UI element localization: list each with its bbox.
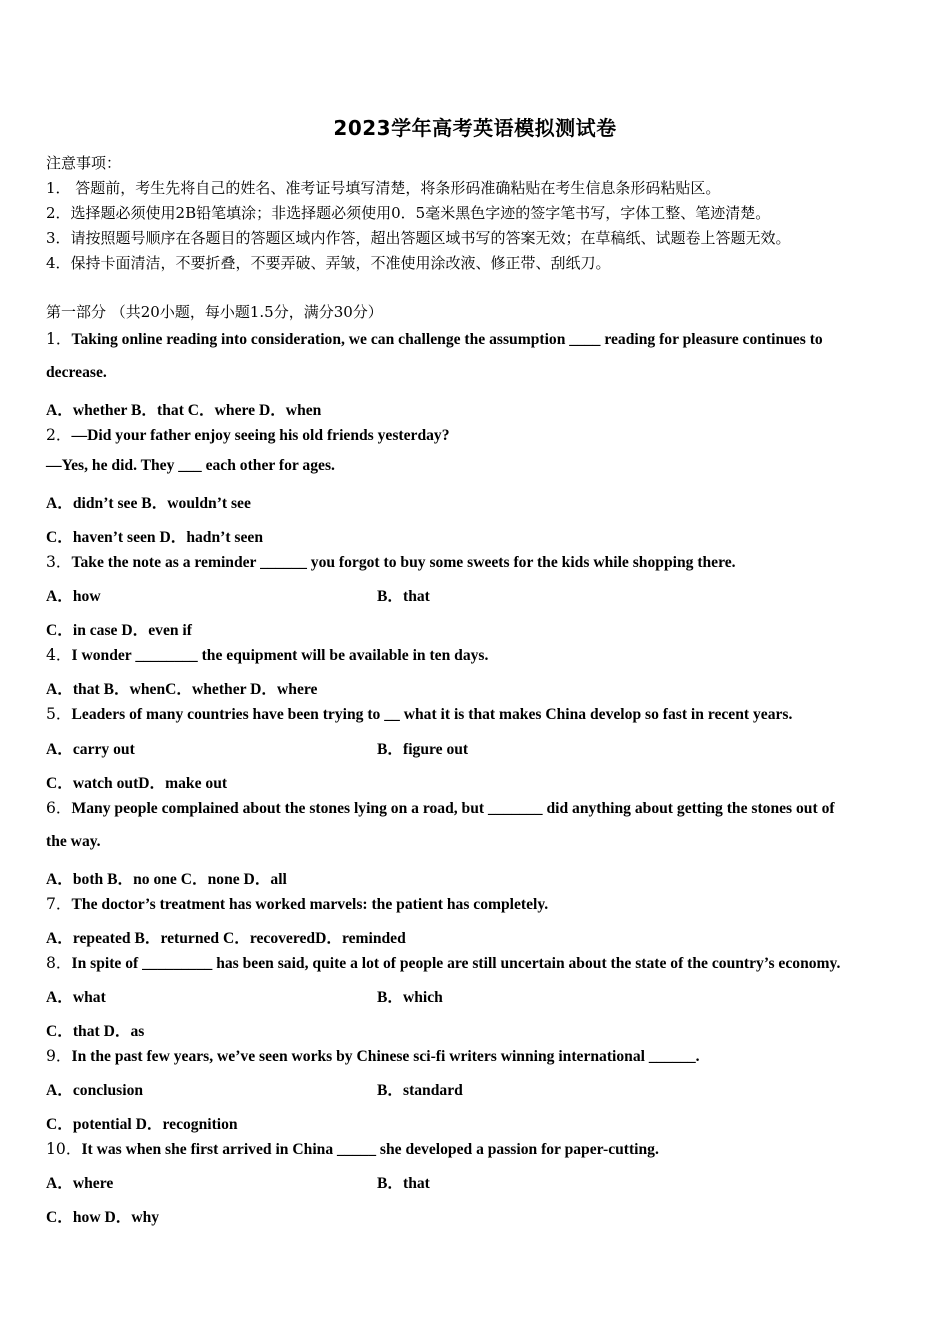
- notice-item: 4．保持卡面清洁，不要折叠，不要弄破、弄皱，不准使用涂改液、修正带、刮纸刀。: [46, 254, 611, 272]
- question-6: [46, 796, 835, 818]
- question-number: 10．: [46, 1140, 82, 1158]
- question-number: 3．: [46, 553, 72, 571]
- option-a: A．where: [46, 1175, 114, 1192]
- question-7: [46, 892, 548, 914]
- question-text: I wonder ________ the equipment will be available in ten days.: [71, 647, 489, 664]
- notice-item: 3．请按照题号顺序在各题目的答题区域内作答，超出答题区域书写的答案无效；在草稿纸、试题卷上答题无效。: [46, 229, 791, 247]
- question-text-cont: decrease.: [46, 364, 107, 381]
- option-a: A．carry out: [46, 741, 135, 758]
- question-3: [46, 550, 736, 572]
- page-title: 2023学年高考英语模拟测试卷: [333, 116, 617, 140]
- question-text: Take the note as a reminder ______ you forgot to buy some sweets for the kids while shopping there.: [71, 554, 736, 571]
- question-2: [46, 423, 450, 445]
- notice-item: 1． 答题前，考生先将自己的姓名、准考证号填写清楚，将条形码准确粘贴在考生信息条形码粘贴区。: [46, 179, 721, 197]
- question-text: Many people complained about the stones lying on a road, but _______ did anything about getting the stones out of: [71, 800, 835, 817]
- question-number: 1．: [46, 330, 72, 348]
- question-text: The doctor’s treatment has worked marvels: the patient has completely.: [71, 896, 549, 913]
- question-options: C．potential D．recognition: [46, 1116, 238, 1133]
- question-options: A．whether B．that C．where D．when: [46, 402, 322, 419]
- question-options: C．how D．why: [46, 1209, 160, 1226]
- question-options: A．that B．whenC．whether D．where: [46, 681, 318, 698]
- option-b: B．that: [377, 588, 430, 605]
- question-text: It was when she first arrived in China _____ she developed a passion for paper-cutting.: [81, 1141, 659, 1158]
- option-a: A．how: [46, 588, 101, 605]
- option-b: B．standard: [377, 1082, 463, 1099]
- question-9: [46, 1044, 700, 1066]
- option-b: B．that: [377, 1175, 430, 1192]
- question-number: 5．: [46, 705, 72, 723]
- notice-item: 2．选择题必须使用2B铅笔填涂；非选择题必须使用0．5毫米黑色字迹的签字笔书写，字体工整、笔迹清楚。: [46, 204, 771, 222]
- option-b: B．which: [377, 989, 443, 1006]
- question-options: C．that D．as: [46, 1023, 145, 1040]
- question-4: [46, 643, 488, 665]
- question-options: A．didn’t see B．wouldn’t see: [46, 495, 251, 512]
- question-number: 7．: [46, 895, 72, 913]
- question-options: C．in case D．even if: [46, 622, 192, 639]
- question-1: [46, 327, 823, 349]
- question-text: Leaders of many countries have been trying to __ what it is that makes China develop so fast in recent years.: [71, 706, 793, 723]
- question-number: 6．: [46, 799, 72, 817]
- question-number: 4．: [46, 646, 72, 664]
- option-a: A．what: [46, 989, 106, 1006]
- question-text: In the past few years, we’ve seen works by Chinese sci-fi writers winning international ______.: [71, 1048, 700, 1065]
- question-options: C．haven’t seen D．hadn’t seen: [46, 529, 264, 546]
- question-text: —Did your father enjoy seeing his old friends yesterday?: [71, 427, 450, 444]
- question-number: 8．: [46, 954, 72, 972]
- question-options: A．both B．no one C．none D．all: [46, 871, 287, 888]
- option-b: B．figure out: [377, 741, 469, 758]
- question-text: In spite of _________ has been said, quite a lot of people are still uncertain about the state of the country’s economy.: [71, 955, 841, 972]
- question-5: [46, 702, 792, 724]
- question-number: 9．: [46, 1047, 72, 1065]
- question-10: [46, 1137, 659, 1159]
- question-text: Taking online reading into consideration, we can challenge the assumption ____ reading for pleasure continues to: [71, 331, 823, 348]
- question-text-cont: —Yes, he did. They ___ each other for ages.: [46, 457, 335, 474]
- section-heading: 第一部分 （共20小题，每小题1.5分，满分30分）: [46, 303, 383, 321]
- question-text-cont: the way.: [46, 833, 101, 850]
- option-a: A．conclusion: [46, 1082, 144, 1099]
- question-8: [46, 951, 840, 973]
- question-options: A．repeated B．returned C．recoveredD．reminded: [46, 930, 406, 947]
- question-number: 2．: [46, 426, 72, 444]
- question-options: C．watch outD．make out: [46, 775, 228, 792]
- notice-heading: 注意事项：: [46, 154, 122, 172]
